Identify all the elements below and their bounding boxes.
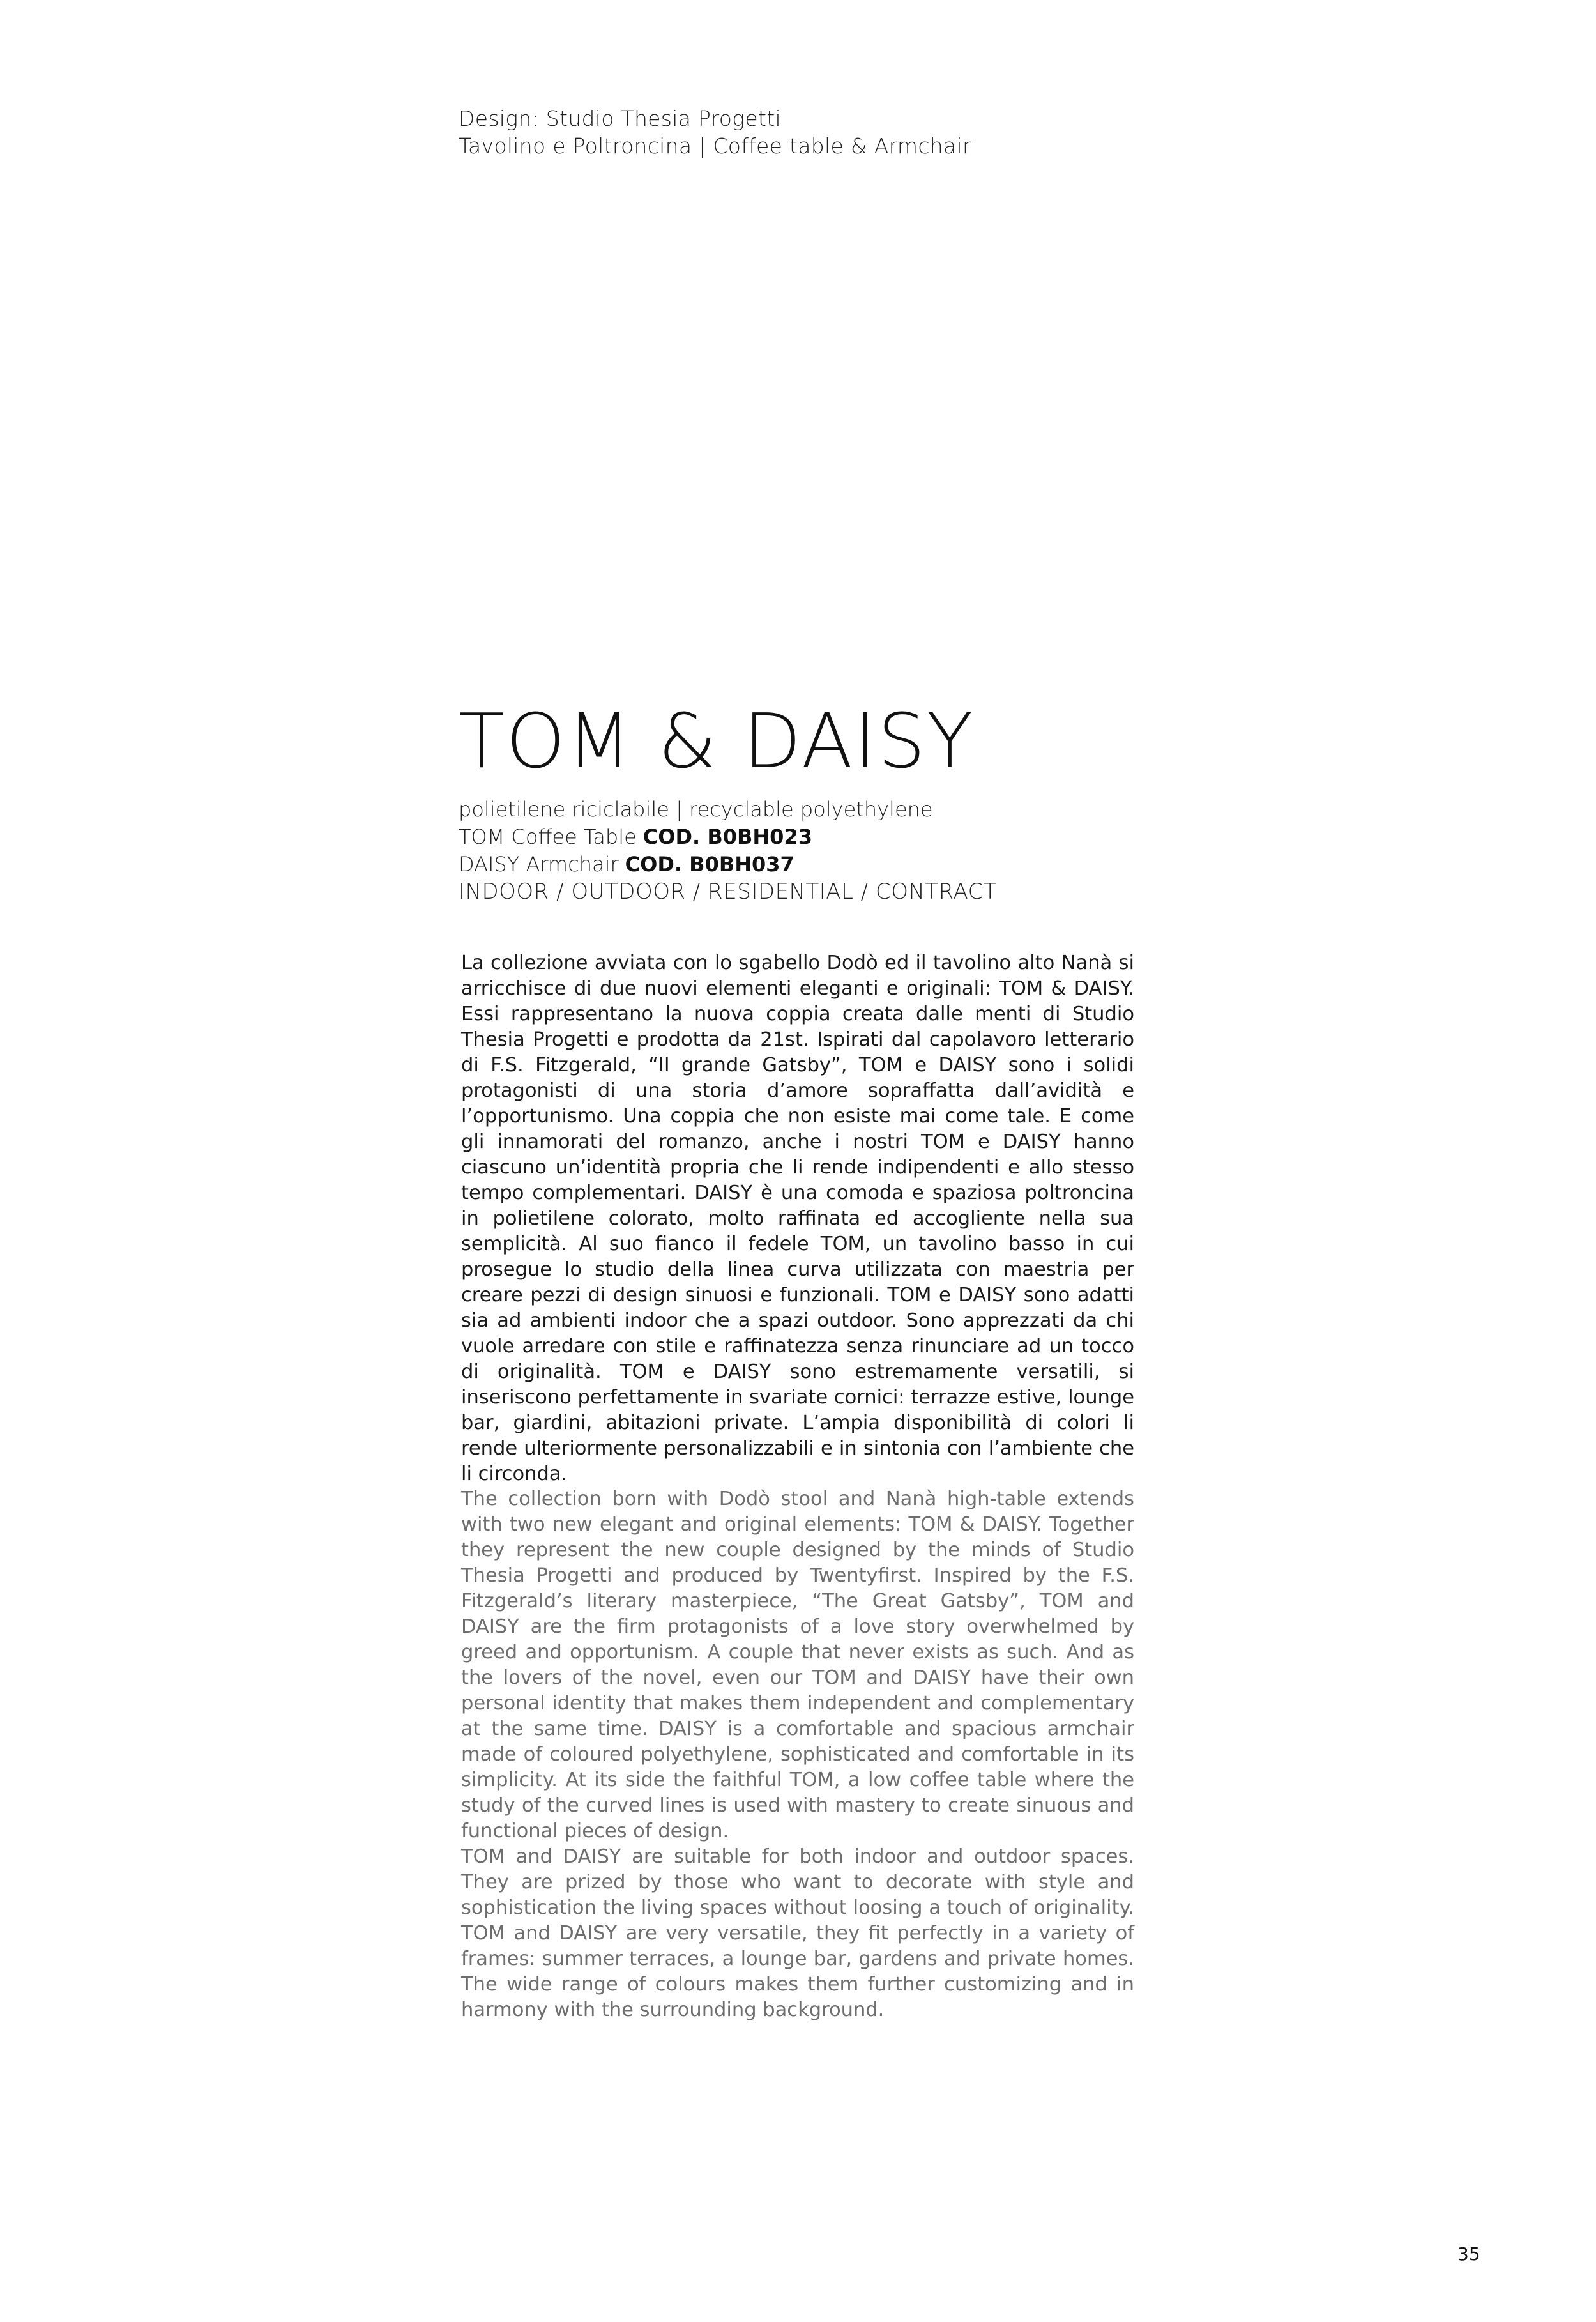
material-line: polietilene riciclabile | recyclable polyethylene bbox=[459, 797, 933, 821]
usage-line: INDOOR / OUTDOOR / RESIDENTIAL / CONTRACT bbox=[459, 879, 998, 905]
daisy-label: DAISY Armchair bbox=[459, 852, 619, 876]
tom-code: COD. B0BH023 bbox=[642, 825, 812, 849]
page-number: 35 bbox=[1457, 2243, 1480, 2265]
description-english-paragraph-1: The collection born with Dodò stool and Nanà high-table extends with two new elegant and original elements: TOM & DAISY. Together they represent the new couple designed by the minds of Studio Thesia Progetti and produced by Twentyfirst. Inspired by the F.S. Fitzgerald’s literary masterpiece, “The Great Gatsby”, TOM and DAISY are the firm protagonists of a love story overwhelmed by greed and opportunism. A couple that never exists as such. And as the lovers of the novel, even our TOM and DAISY have their own personal identity that makes them independent and complementary at the same time. DAISY is a comfortable and spacious armchair made of coloured polyethylene, sophisticated and comfortable in its simplicity. At its side the faithful TOM, a low coffee table where the study of the curved lines is used with mastery to create sinuous and functional pieces of design. bbox=[461, 1488, 1134, 1842]
description-english-paragraph-2: TOM and DAISY are suitable for both indoor and outdoor spaces. They are prized by those who want to decorate with style and sophistication the living spaces without loosing a touch of originality. TOM and DAISY are very versatile, they fit perfectly in a variety of frames: summer terraces, a lounge bar, gardens and private homes. The wide range of colours makes them further customizing and in harmony with the surrounding background. bbox=[461, 1845, 1134, 2021]
design-credit: Design: Studio Thesia Progetti bbox=[459, 106, 781, 131]
page-title: TOM & DAISY bbox=[459, 697, 975, 785]
tom-label: TOM Coffee Table bbox=[459, 825, 637, 849]
product-specs bbox=[459, 796, 1225, 906]
tom-code-line bbox=[459, 823, 1225, 851]
product-type: Tavolino e Poltroncina | Coffee table & Armchair bbox=[459, 134, 971, 158]
daisy-code-line bbox=[459, 851, 1225, 878]
header bbox=[459, 105, 1225, 160]
description-italian: La collezione avviata con lo sgabello Dodò ed il tavolino alto Nanà si arricchisce di due nuovi elementi eleganti e originali: TOM & DAISY. Essi rappresentano la nuova coppia creata dalle menti di Studio Thesia Progetti e prodotta da 21st. Ispirati dal capolavoro letterario di F.S. Fitzgerald, “Il grande Gatsby”, TOM e DAISY sono i solidi protagonisti di una storia d’amore sopraffatta dall’avidità e l’opportunismo. Una coppia che non esiste mai come tale. E come gli innamorati del romanzo, anche i nostri TOM e DAISY hanno ciascuno un’identità propria che li rende indipendenti e allo stesso tempo complementari. DAISY è una comoda e spaziosa poltroncina in polietilene colorato, molto raffinata ed accogliente nella sua semplicità. Al suo fianco il fedele TOM, un tavolino basso in cui prosegue lo studio della linea curva utilizzata con maestria per creare pezzi di design sinuosi e funzionali. TOM e DAISY sono adatti sia ad ambienti indoor che a spazi outdoor. Sono apprezzati da chi vuole arredare con stile e raffinatezza senza rinunciare ad un tocco di originalità. TOM e DAISY sono estremamente versatili, si inseriscono perfettamente in svariate cornici: terrazze estive, lounge bar, giardini, abitazioni private. L’ampia disponibilità di colori li rende ulteriormente personalizzabili e in sintonia con l’ambiente che li circonda. bbox=[461, 952, 1134, 1485]
daisy-code: COD. B0BH037 bbox=[625, 852, 794, 876]
description-english bbox=[461, 1486, 1134, 2023]
